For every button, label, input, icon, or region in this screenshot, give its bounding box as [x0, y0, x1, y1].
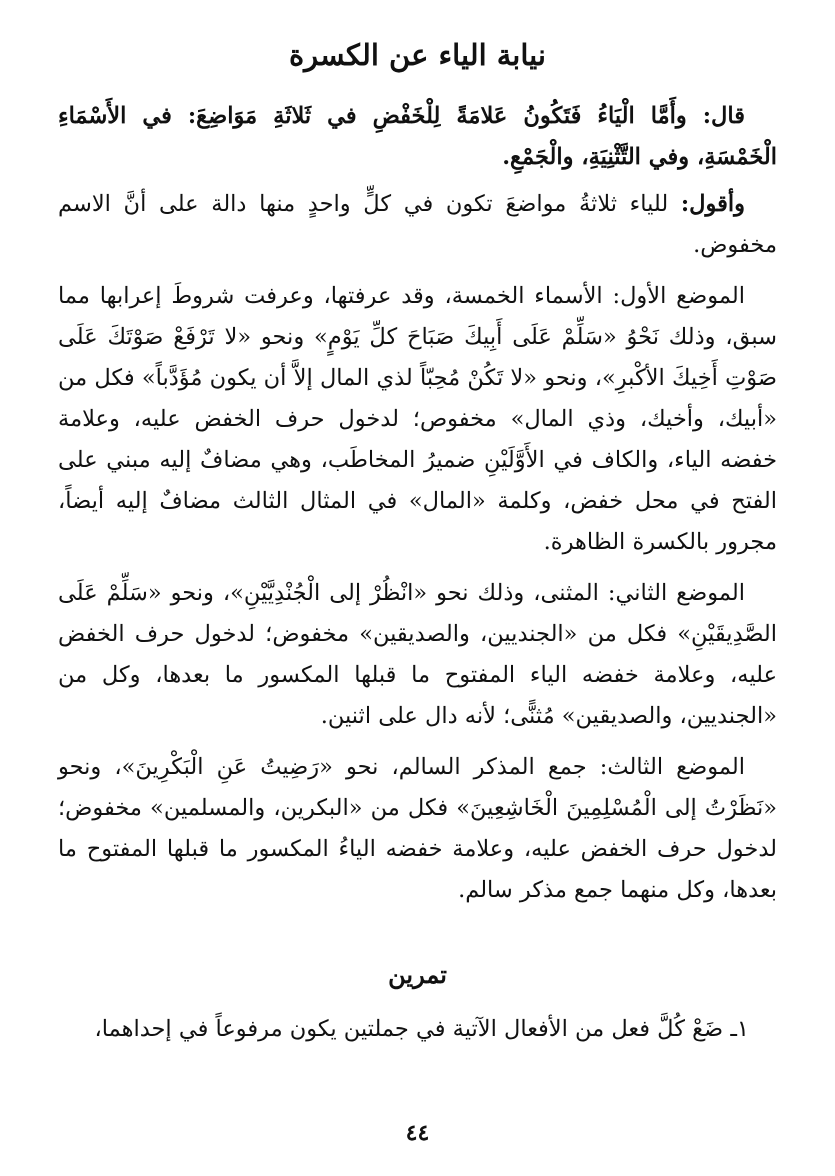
commentary-lead: وأقول:	[680, 191, 745, 217]
section-title: نيابة الياء عن الكسرة	[288, 38, 547, 72]
exercise-item-1: ١ـ ضَعْ كُلَّ فعل من الأفعال الآتية في جملتين يكون مرفوعاً في إحداهما،	[94, 1016, 749, 1042]
matn-paragraph: قال: وأَمَّا الْيَاءُ فَتَكُونُ عَلامَةً لِلْخَفْضِ في ثَلاثَةِ مَوَاضِعَ: في الأَسْمَاءِ الْخَمْسَةِ، وفي التَّثْنِيَةِ، والْجَمْعِ.	[58, 103, 777, 170]
page-number: ٤٤	[405, 1120, 430, 1146]
first-position-paragraph: الموضع الأول: الأسماء الخمسة، وقد عرفتها، وعرفت شروطَ إعرابها مما سبق، وذلك نَحْوُ «سَلِّمْ عَلَى أَبِيكَ صَبَاحَ كلِّ يَوْمٍ» ونحو «لا تَرْفَعْ صَوْتَكَ عَلَى صَوْتِ أَخِيكَ الأكْبرِ»، ونحو «لا تَكُنْ مُحِبّاً لذي المال إلاَّ أن يكون مُؤَدَّباً» فكل من «أبيك، وأخيك، وذي المال» مخفوص؛ لدخول حرف الخفض عليه، وعلامة خفضه الياء، والكاف في الأَوَّلَيْنِ ضميرُ المخاطَب، وهي مضافٌ إليه مبني على الفتح في محل خفض، وكلمة «المال» في المثال الثالث مضافٌ إليه أيضاً، مجرور بالكسرة الظاهرة.	[58, 283, 777, 555]
exercise-heading: تمرين	[388, 960, 447, 989]
commentary-intro-paragraph	[58, 184, 777, 266]
second-position-paragraph: الموضع الثاني: المثنى، وذلك نحو «انْظُرْ إلى الْجُنْدِيَّيْنِ»، ونحو «سَلِّمْ عَلَى الصَّدِيقَيْنِ» فكل من «الجنديين، والصديقين» مخفوض؛ لدخول حرف الخفض عليه، وعلامة خفضه الياء المفتوح ما قبلها المكسور ما بعدها، وكل من «الجنديين، والصديقين» مُثنًّى؛ لأنه دال على اثنين.	[58, 580, 777, 729]
third-position-paragraph: الموضع الثالث: جمع المذكر السالم، نحو «رَضِيتُ عَنِ الْبَكْرِينَ»، ونحو «نَظَرْتُ إلى الْمُسْلِمِينَ الْخَاشِعِينَ» فكل من «البكرين، والمسلمين» مخفوض؛ لدخول حرف الخفض عليه، وعلامة خفضه الياءُ المكسور ما قبلها المفتوح ما بعدها، وكل منهما جمع مذكر سالم.	[58, 754, 777, 903]
commentary-intro-text: للياء ثلاثةُ مواضعَ تكون في كلٍّ واحدٍ منها دالة على أنَّ الاسم مخفوض.	[58, 191, 777, 258]
document-page	[58, 32, 777, 1050]
